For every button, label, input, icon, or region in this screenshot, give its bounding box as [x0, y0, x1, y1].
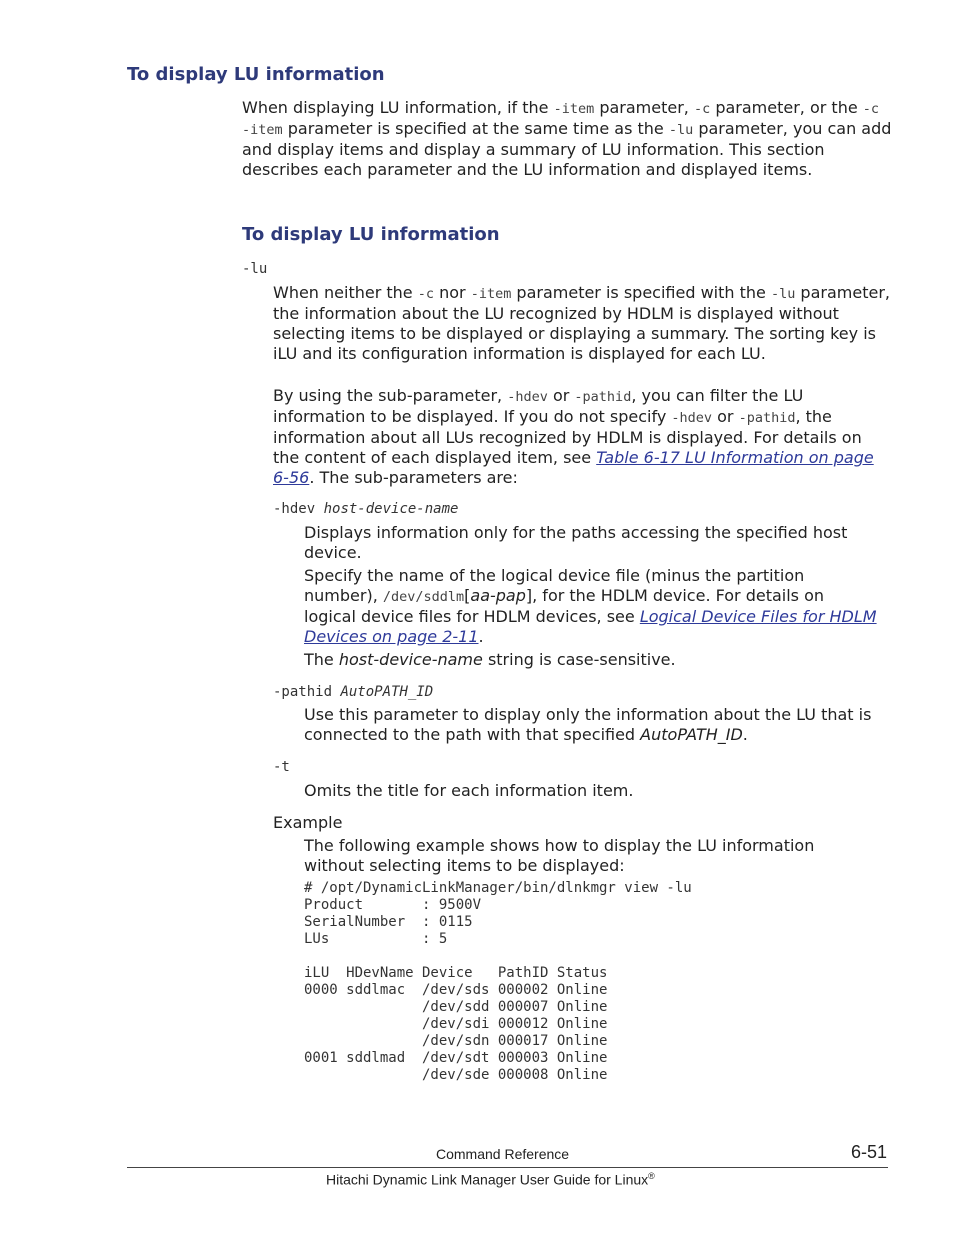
example-paragraph: The following example shows how to display the LU information without selecting items to be displayed:	[304, 836, 815, 875]
subsection-title: To display LU information	[242, 224, 500, 245]
section-title: To display LU information	[127, 64, 385, 85]
footer-chapter: Command Reference	[436, 1146, 570, 1162]
hdev-paragraph-3: The host-device-name string is case-sensitive.	[304, 650, 676, 669]
lu-paragraph-2: By using the sub-parameter, -hdev or -pathid, you can filter the LU information to be displayed. If you do not specify -hdev or -pathid, the information about all LUs recognized by HDLM is displayed. For details on the content of each displayed item, see Table 6-17 LU Information on page 6-56. The sub-parameters are:	[273, 386, 874, 487]
hdev-term: -hdev host-device-name	[273, 501, 459, 517]
footer-divider	[127, 1167, 888, 1168]
t-paragraph-1: Omits the title for each information item.	[304, 781, 634, 800]
hdev-paragraph-1: Displays information only for the paths accessing the specified host device.	[304, 523, 848, 562]
pathid-paragraph-1: Use this parameter to display only the information about the LU that is connected to the path with that specified AutoPATH_ID.	[304, 705, 872, 744]
intro-paragraph: When displaying LU information, if the -item parameter, -c parameter, or the -c -item parameter is specified at the same time as the -lu parameter, you can add and display items and display a summary of LU information. This section describes each parameter and the LU information and displayed items.	[242, 98, 892, 179]
link-table-6-17[interactable]: Table 6-17 LU Information on page 6-56	[273, 448, 874, 487]
hdev-paragraph-2: Specify the name of the logical device file (minus the partition number), /dev/sddlm[aa-pap], for the HDLM device. For details on logical device files for HDLM devices, see Logical Device Files for HDLM Devices on page 2-11.	[304, 566, 877, 646]
t-term: -t	[273, 759, 290, 775]
example-label: Example	[273, 813, 343, 832]
footer-book-title: Hitachi Dynamic Link Manager User Guide for Linux®	[326, 1171, 655, 1188]
example-code-block: # /opt/DynamicLinkManager/bin/dlnkmgr view -lu Product : 9500V SerialNumber : 0115 LUs : 5 iLU HDevName Device PathID Status 0000 sddlmac /dev/sds 000002 Online /dev/sdd 000007 Online /dev/sdi 000012 Online /dev/sdn 000017 Online 0001 sddlmad /dev/sdt 000003 Online /dev/sde 000008 Online	[304, 880, 692, 1083]
registered-mark: ®	[648, 1171, 655, 1181]
lu-term: -lu	[242, 261, 268, 277]
pathid-term: -pathid AutoPATH_ID	[273, 684, 434, 700]
lu-paragraph-1: When neither the -c nor -item parameter is specified with the -lu parameter, the information about the LU recognized by HDLM is displayed without selecting items to be displayed or displaying a summary. The sorting key is iLU and its configuration information is displayed for each LU.	[273, 283, 890, 363]
link-logical-device-files[interactable]: Logical Device Files for HDLM Devices on page 2-11	[304, 607, 877, 646]
page-number: 6-51	[851, 1142, 888, 1162]
